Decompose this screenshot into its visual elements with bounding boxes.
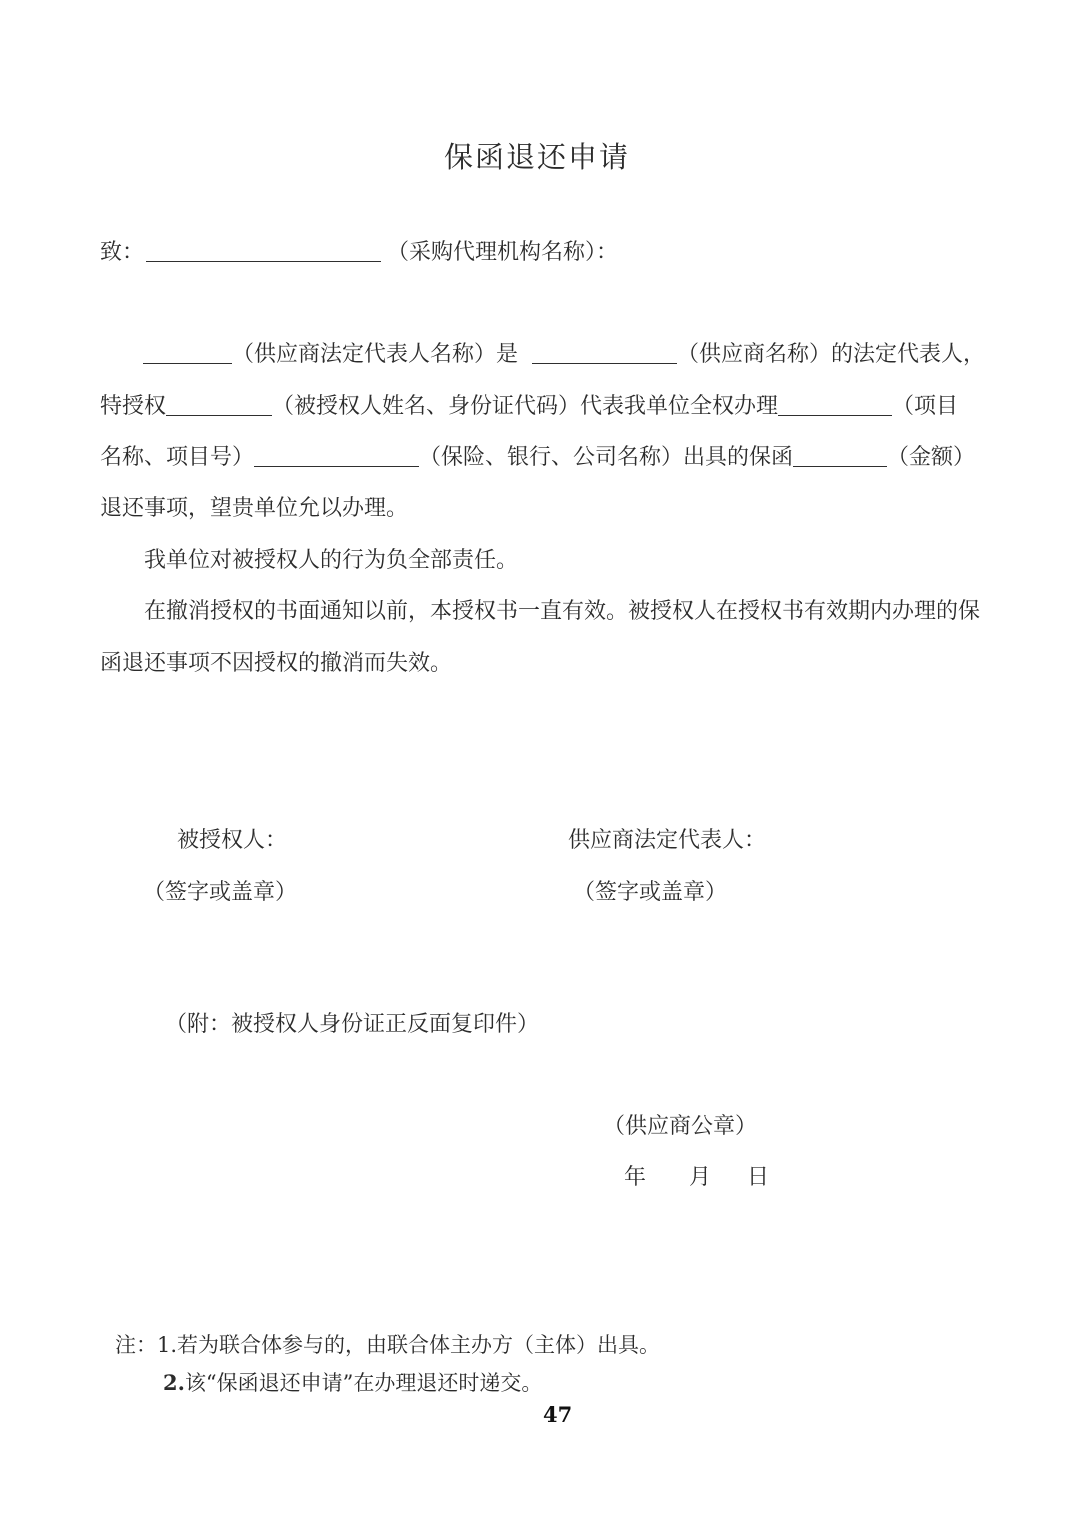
body-line-5: 我单位对被授权人的行为负全部责任。 bbox=[144, 548, 519, 573]
body-line3-seg3: （金额） bbox=[887, 445, 976, 470]
body-line2-seg2: （被授权人姓名、身份证代码）代表我单位全权办理 bbox=[272, 394, 779, 419]
body-line2-seg3: （项目 bbox=[892, 394, 959, 419]
page-title: 保函退还申请 bbox=[443, 140, 630, 174]
notes-item2-text: 该“保函退还申请”在办理退还时递交。 bbox=[184, 1371, 543, 1395]
page-number: 47 bbox=[543, 1402, 573, 1427]
blank-issuer-name bbox=[254, 444, 419, 467]
blank-supplier-name bbox=[532, 341, 677, 364]
notes-item-2 bbox=[163, 1368, 542, 1398]
body-line-3 bbox=[100, 443, 975, 473]
blank-authorized-person bbox=[166, 393, 272, 416]
company-seal-note: （供应商公章） bbox=[603, 1114, 758, 1139]
date-line bbox=[624, 1163, 769, 1193]
salutation-line bbox=[100, 238, 618, 268]
blank-legal-rep-name bbox=[143, 341, 232, 364]
blank-agency-name bbox=[146, 239, 381, 262]
notes-label: 注： bbox=[115, 1333, 157, 1357]
body-line-2 bbox=[100, 392, 958, 422]
authorized-person-label: 被授权人： bbox=[177, 828, 288, 853]
body-line1-seg1: （供应商法定代表人名称）是 bbox=[232, 342, 519, 367]
salutation-prefix: 致： bbox=[100, 240, 145, 265]
supplier-rep-sign-note: （签字或盖章） bbox=[573, 880, 728, 905]
body-line-4: 退还事项，望贵单位允以办理。 bbox=[100, 496, 409, 521]
body-line3-seg2: （保险、银行、公司名称）出具的保函 bbox=[419, 445, 794, 470]
body-line-7: 函退还事项不因授权的撤消而失效。 bbox=[100, 651, 453, 676]
body-line-6: 在撤消授权的书面通知以前，本授权书一直有效。被授权人在授权书有效期内办理的保 bbox=[144, 599, 981, 624]
body-line1-seg2: （供应商名称）的法定代表人， bbox=[677, 342, 986, 367]
supplier-rep-label: 供应商法定代表人： bbox=[568, 828, 767, 853]
notes-item2-number: 2. bbox=[163, 1370, 185, 1395]
blank-project-name bbox=[778, 393, 892, 416]
notes-item-1 bbox=[115, 1330, 660, 1360]
salutation-suffix: （采购代理机构名称）： bbox=[387, 240, 619, 265]
date-month-label: 月 bbox=[689, 1165, 712, 1190]
authorized-person-sign-note: （签字或盖章） bbox=[143, 880, 298, 905]
attachment-note: （附：被授权人身份证正反面复印件） bbox=[165, 1012, 540, 1037]
blank-amount bbox=[793, 444, 887, 467]
date-day-label: 日 bbox=[747, 1165, 770, 1190]
body-line2-seg1: 特授权 bbox=[100, 394, 167, 419]
notes-item1-text: 1.若为联合体参与的，由联合体主办方（主体）出具。 bbox=[157, 1333, 661, 1357]
body-line3-seg1: 名称、项目号） bbox=[100, 445, 255, 470]
date-year-label: 年 bbox=[624, 1165, 647, 1190]
body-line-1 bbox=[100, 340, 985, 370]
